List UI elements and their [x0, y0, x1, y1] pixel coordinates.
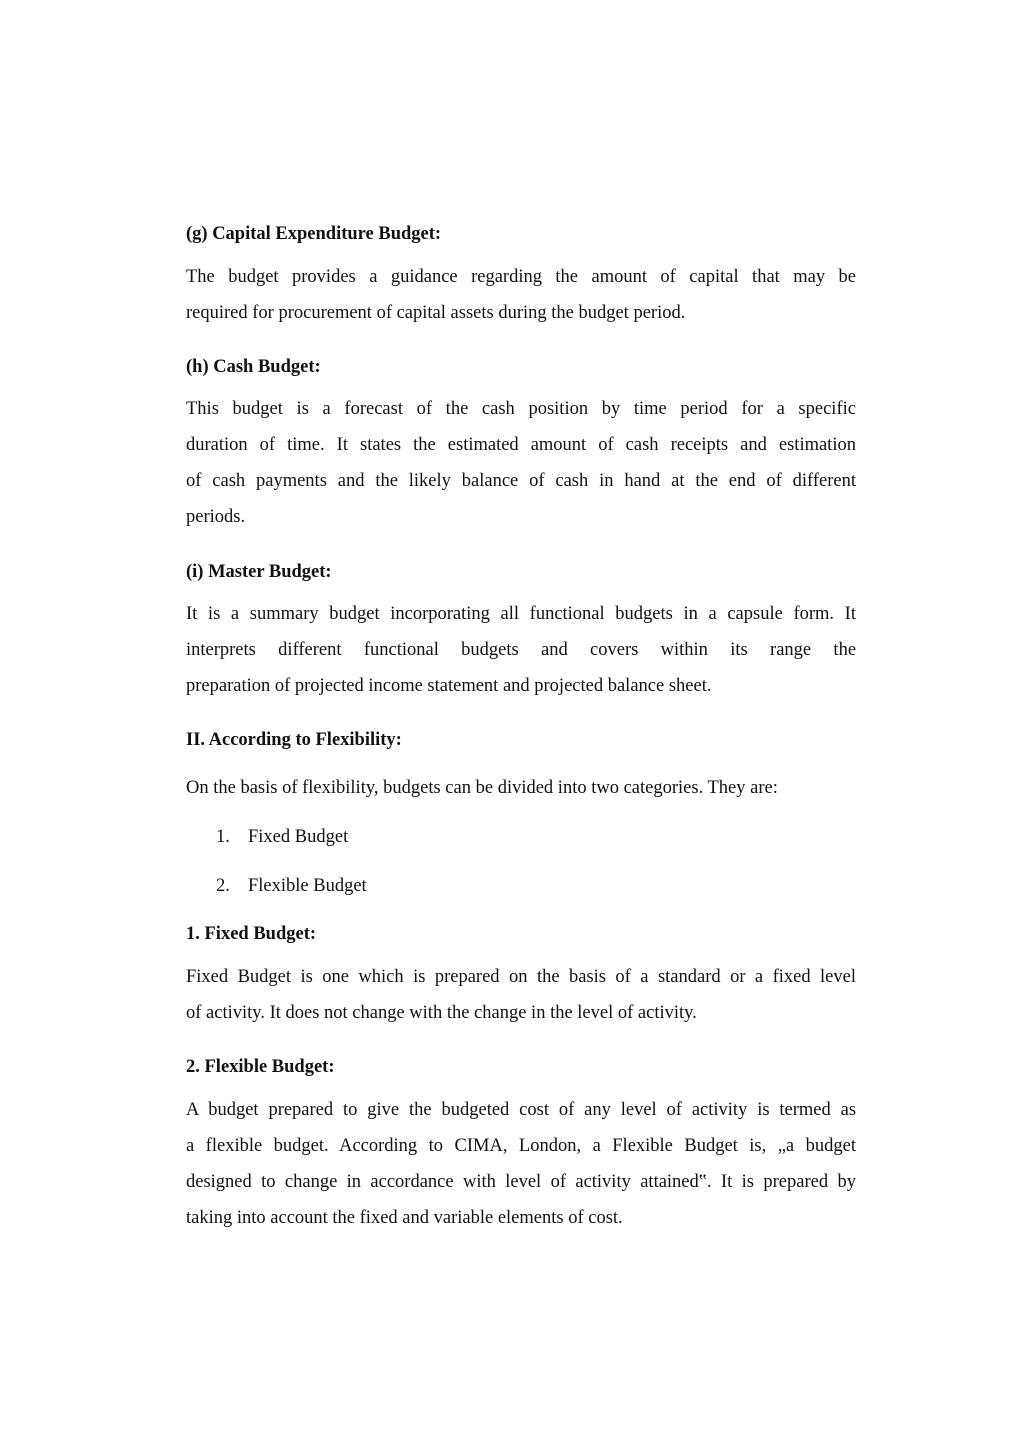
list-item-fixed-budget: [216, 825, 348, 849]
text-line: This budget is a forecast of the cash position by time period for a specific: [186, 399, 856, 419]
section-heading-cash-budget: (h) Cash Budget:: [186, 357, 321, 377]
text-line: required for procurement of capital assets during the budget period.: [186, 303, 686, 323]
section-heading-fixed-budget: 1. Fixed Budget:: [186, 924, 317, 944]
text-line: taking into account the fixed and variable elements of cost.: [186, 1208, 623, 1228]
text-line: designed to change in accordance with level of activity attained‟. It is prepared by: [186, 1172, 856, 1192]
section-heading-flexible-budget: 2. Flexible Budget:: [186, 1057, 335, 1077]
text-line: On the basis of flexibility, budgets can be divided into two categories. They are:: [186, 778, 778, 798]
section-heading-master-budget: (i) Master Budget:: [186, 562, 332, 582]
list-label: Fixed Budget: [248, 827, 349, 847]
list-label: Flexible Budget: [248, 876, 367, 896]
paragraph-flexible-budget: [186, 1092, 856, 1236]
text-line: It is a summary budget incorporating all functional budgets in a capsule form. It: [186, 604, 856, 624]
text-line: of cash payments and the likely balance of cash in hand at the end of different: [186, 471, 856, 491]
text-line: The budget provides a guidance regarding the amount of capital that may be: [186, 267, 857, 287]
list-number: 2.: [216, 876, 230, 896]
section-heading-flexibility: II. According to Flexibility:: [186, 730, 402, 750]
paragraph-cash-budget: [186, 391, 856, 535]
paragraph-capital-expenditure: [186, 259, 856, 331]
text-line: A budget prepared to give the budgeted cost of any level of activity is termed as: [186, 1100, 857, 1120]
section-heading-capital-expenditure: (g) Capital Expenditure Budget:: [186, 224, 442, 244]
text-line: Fixed Budget is one which is prepared on the basis of a standard or a fixed level: [186, 967, 856, 987]
list-item-flexible-budget: [216, 874, 367, 898]
text-line: periods.: [186, 507, 246, 527]
paragraph-fixed-budget: [186, 959, 856, 1031]
list-number: 1.: [216, 827, 230, 847]
paragraph-master-budget: [186, 596, 856, 704]
text-line: a flexible budget. According to CIMA, London, a Flexible Budget is, „a budget: [186, 1136, 856, 1156]
text-line: of activity. It does not change with the change in the level of activity.: [186, 1003, 697, 1023]
text-line: duration of time. It states the estimated amount of cash receipts and estimation: [186, 435, 856, 455]
paragraph-flexibility-intro: [186, 770, 856, 806]
text-line: interprets different functional budgets and covers within its range the: [186, 640, 857, 660]
text-line: preparation of projected income statement and projected balance sheet.: [186, 676, 712, 696]
